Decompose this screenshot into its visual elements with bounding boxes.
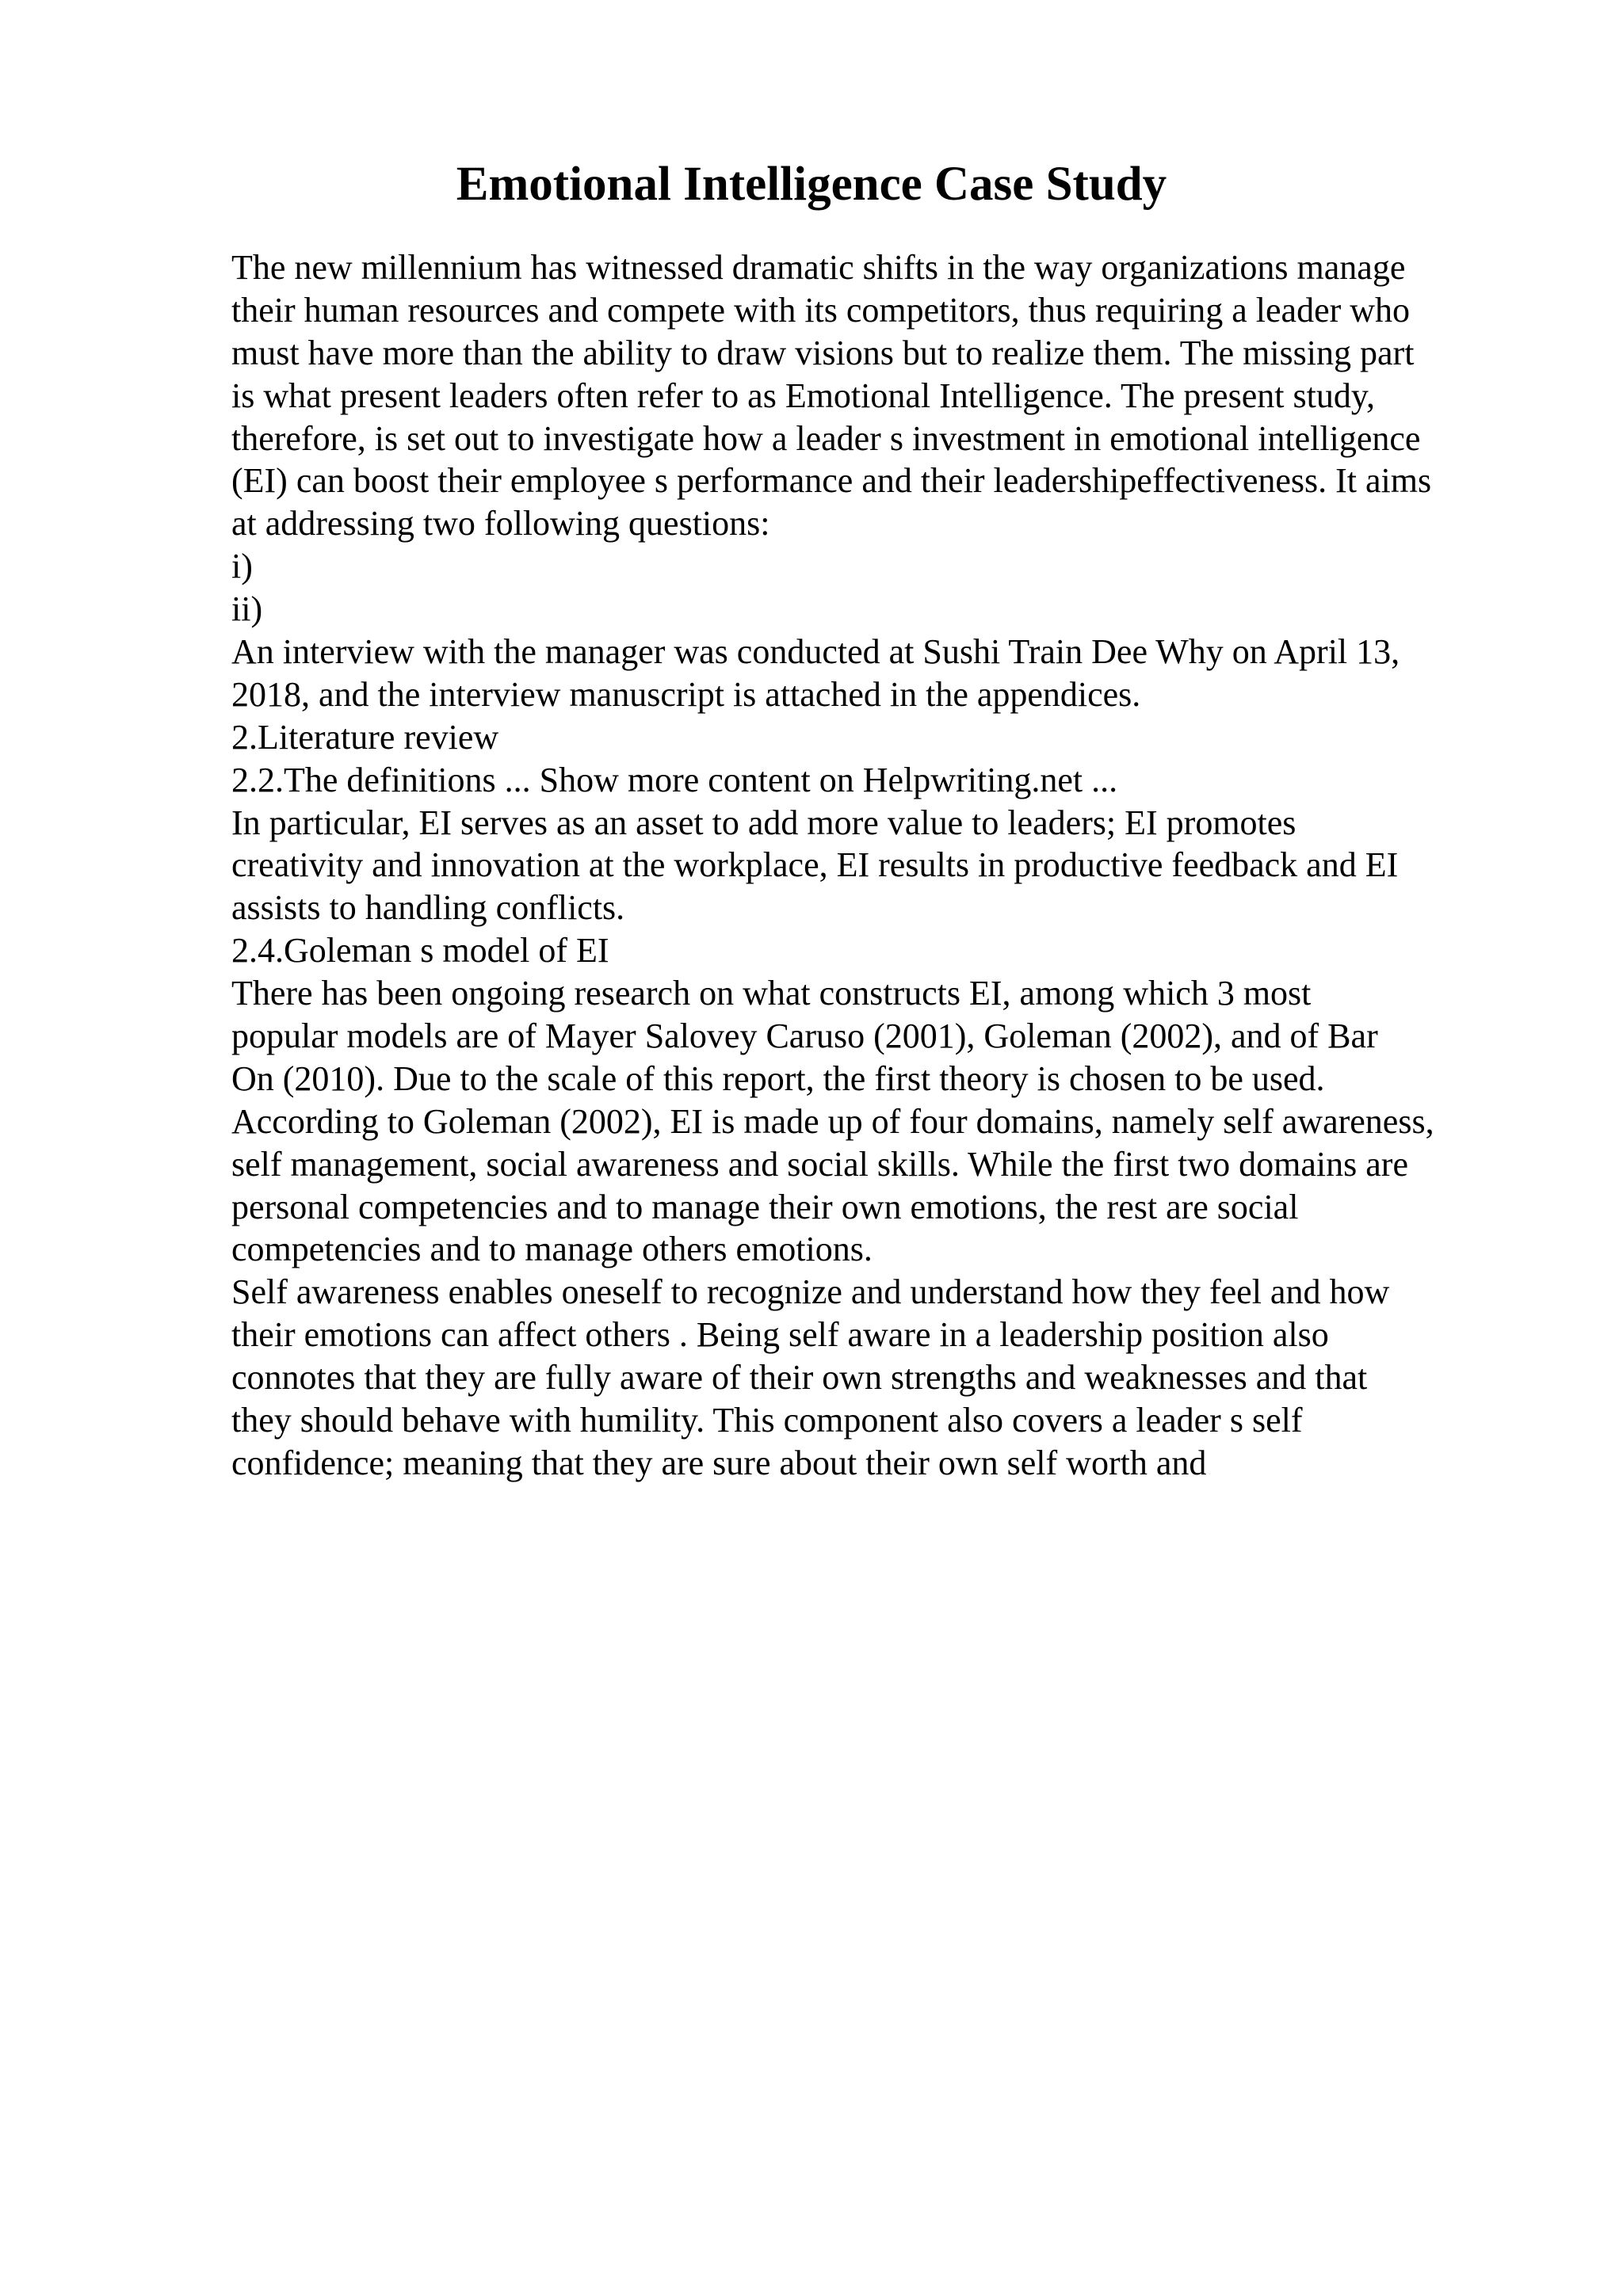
body-line: confidence; meaning that they are sure about their own self worth and (231, 1443, 1207, 1482)
body-line: creativity and innovation at the workplace, EI results in productive feedback and EI (231, 845, 1399, 885)
body-line: On (2010). Due to the scale of this report, the first theory is chosen to be used. (231, 1058, 1325, 1098)
body-line: is what present leaders often refer to as Emotional Intelligence. The present study, (231, 376, 1375, 415)
body-line: self management, social awareness and social skills. While the first two domains are (231, 1144, 1408, 1184)
body-line: 2018, and the interview manuscript is attached in the appendices. (231, 674, 1141, 714)
list-marker-i: i) (231, 547, 253, 586)
body-line: at addressing two following questions: (231, 504, 770, 543)
body-line: personal competencies and to manage their own emotions, the rest are social (231, 1187, 1299, 1226)
body-line: they should behave with humility. This component also covers a leader s self (231, 1401, 1303, 1440)
body-line: connotes that they are fully aware of their own strengths and weaknesses and that (231, 1358, 1368, 1398)
document-body (231, 246, 1531, 1485)
body-line: therefore, is set out to investigate how a leader s investment in emotional intelligence (231, 418, 1421, 458)
body-line: assists to handling conflicts. (231, 888, 625, 928)
body-line: their human resources and compete with its competitors, thus requiring a leader who (231, 290, 1411, 330)
section-heading: 2.Literature review (231, 717, 499, 757)
document-title: Emotional Intelligence Case Study (456, 158, 1167, 211)
body-line: There has been ongoing research on what constructs EI, among which 3 most (231, 974, 1312, 1013)
body-line: popular models are of Mayer Salovey Caruso (2001), Goleman (2002), and of Bar (231, 1016, 1378, 1056)
list-marker-ii: ii) (231, 589, 263, 629)
body-line: According to Goleman (2002), EI is made up of four domains, namely self awareness, (231, 1101, 1434, 1141)
body-line: competencies and to manage others emotions. (231, 1230, 873, 1269)
body-line: In particular, EI serves as an asset to add more value to leaders; EI promotes (231, 803, 1296, 842)
body-line: Self awareness enables oneself to recognize and understand how they feel and how (231, 1272, 1390, 1312)
body-line: The new millennium has witnessed dramatic shifts in the way organizations manage (231, 248, 1406, 287)
section-heading: 2.4.Goleman s model of EI (231, 931, 609, 971)
body-line: An interview with the manager was conducted at Sushi Train Dee Why on April 13, (231, 632, 1400, 672)
body-line: must have more than the ability to draw visions but to realize them. The missing part (231, 333, 1415, 372)
body-line: (EI) can boost their employee s performance and their leadershipeffectiveness. It aims (231, 461, 1432, 501)
section-heading: 2.2.The definitions ... Show more content on Helpwriting.net ... (231, 760, 1118, 799)
body-line: their emotions can affect others . Being self aware in a leadership position also (231, 1315, 1329, 1355)
